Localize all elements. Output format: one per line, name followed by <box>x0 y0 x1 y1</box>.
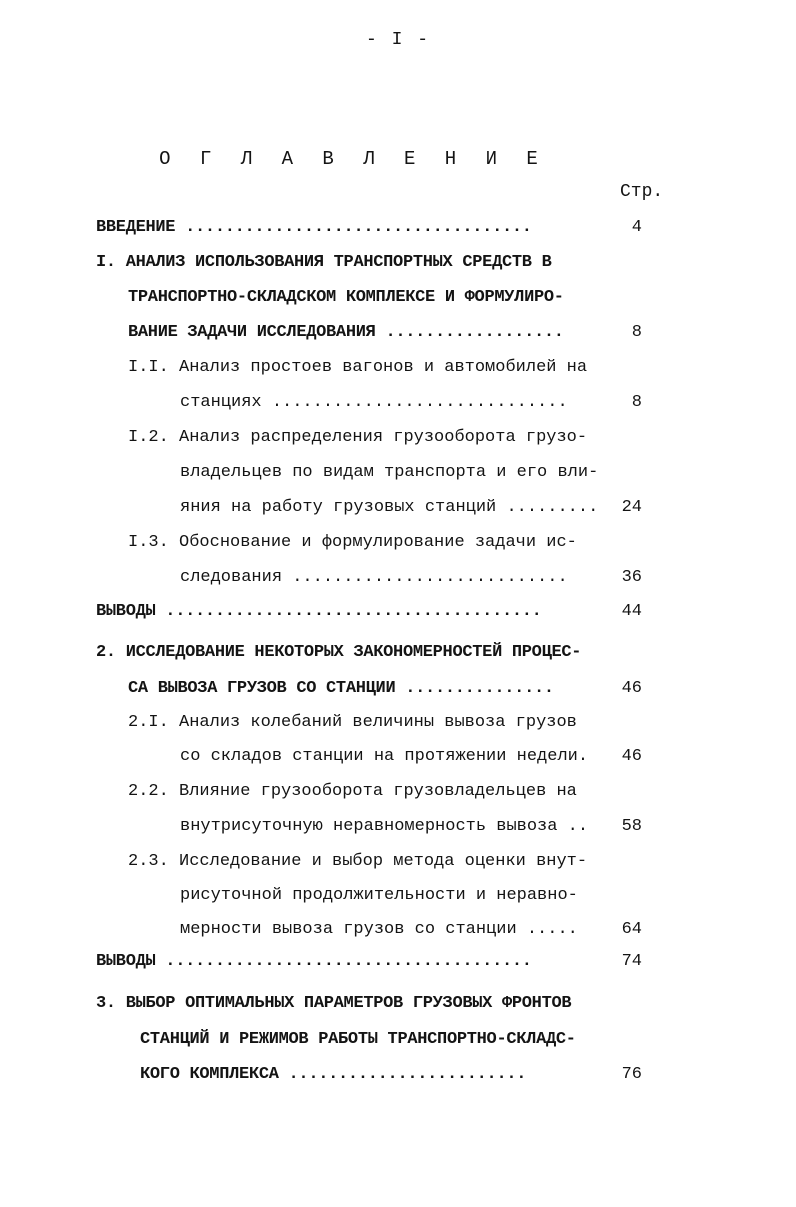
toc-entry-page: 46 <box>621 747 642 766</box>
toc-entry-chapter-1-cont <box>128 286 564 310</box>
toc-entry-text: ТРАНСПОРТНО-СКЛАДСКОМ КОМПЛЕКСЕ И ФОРМУЛИРО- <box>128 288 564 307</box>
toc-entry-section-2-1 <box>128 711 577 735</box>
toc-entry-text: I.2. Анализ распределения грузооборота грузо- <box>128 428 588 447</box>
toc-entry-text: 2.I. Анализ колебаний величины вывоза грузов <box>128 713 577 732</box>
toc-entry-text: ВЫВОДЫ ...................................... <box>96 602 542 621</box>
toc-entry-chapter-3-cont <box>140 1063 526 1087</box>
toc-entry-page: 24 <box>621 498 642 517</box>
toc-entry-text: яния на работу грузовых станций ......... <box>180 498 599 517</box>
toc-entry-text: со складов станции на протяжении недели. <box>180 747 589 766</box>
toc-entry-text: станциях ............................. <box>180 393 568 412</box>
toc-entry-section-1-2-cont <box>180 461 598 485</box>
toc-entry-section-2-1-cont <box>180 745 588 769</box>
toc-entry-text: 2.3. Исследование и выбор метода оценки внут- <box>128 852 588 871</box>
toc-entry-text: внутрисуточную неравномерность вывоза .. <box>180 817 589 836</box>
page-number: - I - <box>365 30 430 50</box>
toc-entry-text: 2.2. Влияние грузооборота грузовладельцев на <box>128 782 577 801</box>
toc-entry-text: рисуточной продолжительности и неравно- <box>180 886 578 905</box>
toc-entry-section-2-3 <box>128 850 587 874</box>
toc-entry-text: 2. ИССЛЕДОВАНИЕ НЕКОТОРЫХ ЗАКОНОМЕРНОСТЕЙ ПРОЦЕС- <box>96 643 582 662</box>
toc-entry-page: 4 <box>631 218 642 237</box>
toc-entry-page: 8 <box>631 323 642 342</box>
toc-entry-conclusions-1 <box>96 600 542 624</box>
toc-entry-text: ВАНИЕ ЗАДАЧИ ИССЛЕДОВАНИЯ .................. <box>128 323 564 342</box>
toc-entry-section-1-3 <box>128 531 577 555</box>
toc-entry-page: 74 <box>621 952 642 971</box>
toc-entry-text: СТАНЦИЙ И РЕЖИМОВ РАБОТЫ ТРАНСПОРТНО-СКЛАДС- <box>140 1030 576 1049</box>
toc-entry-section-2-3-cont <box>180 918 578 942</box>
toc-entry-text: ВЫВОДЫ ..................................... <box>96 952 532 971</box>
toc-entry-page: 58 <box>621 817 642 836</box>
toc-entry-conclusions-2 <box>96 950 532 974</box>
toc-entry-section-1-3-cont <box>180 566 568 590</box>
toc-entry-text: 3. ВЫБОР ОПТИМАЛЬНЫХ ПАРАМЕТРОВ ГРУЗОВЫХ ФРОНТОВ <box>96 994 572 1013</box>
toc-entry-page: 64 <box>621 920 642 939</box>
toc-entry-text: ВВЕДЕНИЕ ................................... <box>96 218 532 237</box>
toc-entry-section-1-1 <box>128 356 587 380</box>
toc-entry-text: КОГО КОМПЛЕКСА ........................ <box>140 1065 527 1084</box>
toc-entry-chapter-1-cont <box>128 321 564 345</box>
page-column-label: Стр. <box>620 182 664 202</box>
toc-entry-page: 36 <box>621 568 642 587</box>
toc-entry-page: 8 <box>631 393 642 412</box>
toc-entry-page: 44 <box>621 602 642 621</box>
toc-entry-chapter-1 <box>96 251 551 275</box>
toc-entry-text: I.3. Обоснование и формулирование задачи ис- <box>128 533 577 552</box>
toc-entry-chapter-2 <box>96 641 581 665</box>
toc-entry-section-1-1-cont <box>180 391 568 415</box>
toc-entry-section-1-2 <box>128 426 587 450</box>
toc-entry-text: I.I. Анализ простоев вагонов и автомобилей на <box>128 358 588 377</box>
toc-entry-chapter-2-cont <box>128 677 554 701</box>
toc-entry-chapter-3 <box>96 992 571 1016</box>
toc-entry-text: владельцев по видам транспорта и его вли- <box>180 463 599 482</box>
toc-entry-text: следования ........................... <box>180 568 568 587</box>
toc-entry-section-2-2-cont <box>180 815 588 839</box>
toc-entry-section-2-2 <box>128 780 577 804</box>
toc-entry-page: 76 <box>621 1065 642 1084</box>
toc-entry-page: 46 <box>621 679 642 698</box>
toc-title: О Г Л А В Л Е Н И Е <box>159 148 547 170</box>
toc-entry-text: СА ВЫВОЗА ГРУЗОВ СО СТАНЦИИ ............... <box>128 679 554 698</box>
toc-entry-chapter-3-cont <box>140 1028 576 1052</box>
toc-entry-section-2-3-cont <box>180 884 578 908</box>
toc-entry-text: мерности вывоза грузов со станции ..... <box>180 920 578 939</box>
toc-entry-text: I. АНАЛИЗ ИСПОЛЬЗОВАНИЯ ТРАНСПОРТНЫХ СРЕДСТВ В <box>96 253 552 272</box>
toc-entry-introduction <box>96 216 532 240</box>
toc-entry-section-1-2-cont <box>180 496 598 520</box>
